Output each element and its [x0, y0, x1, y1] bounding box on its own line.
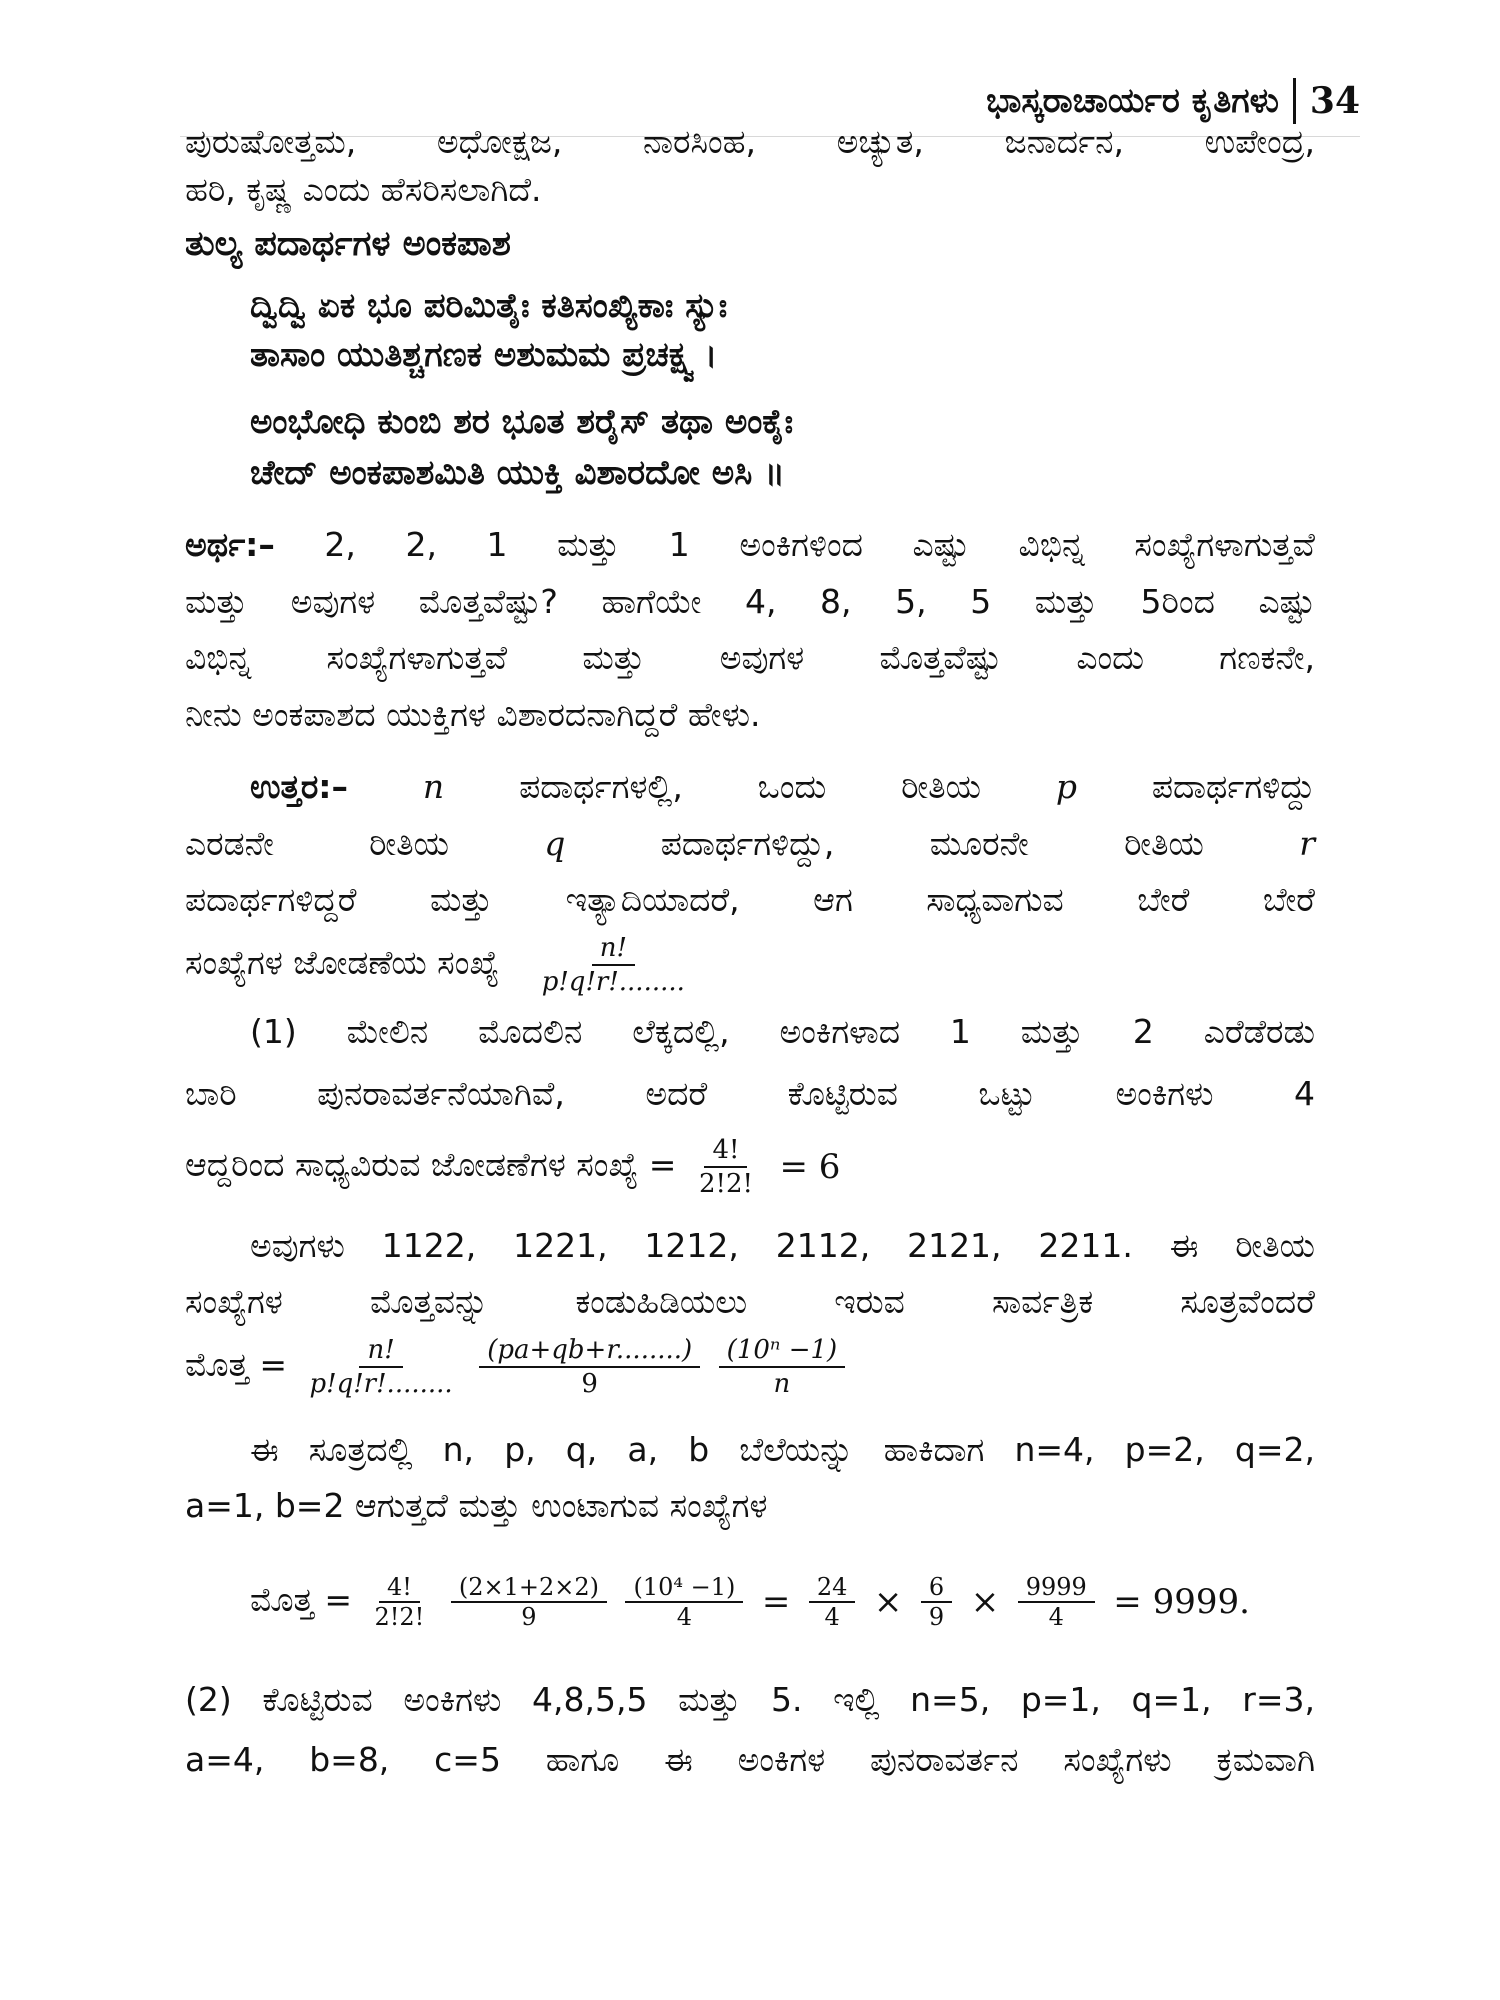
fraction-numerator: 4! [704, 1134, 747, 1168]
text-line [185, 822, 1315, 866]
text-line: ಪುರುಷೋತ್ತಮ, ಅಧೋಕ್ಷಜ, ನಾರಸಿಂಹ, ಅಚ್ಯುತ, ಜನಾರ್ದನ, ಉಪೇಂದ್ರ, [185, 122, 1315, 161]
fraction-result: = 6 [779, 1146, 841, 1187]
uttara-label: ಉತ್ತರ:– [250, 767, 349, 806]
text-line: a=1, b=2 ಆಗುತ್ತದೆ ಮತ್ತು ಉಂಟಾಗುವ ಸಂಖ್ಯೆಗಳ [185, 1486, 768, 1525]
fraction-numerator: (10⁴ −1) [625, 1573, 743, 1603]
header-divider [1293, 78, 1296, 124]
text-fragment: ಸಂಖ್ಯೆಗಳ ಜೋಡಣೆಯ ಸಂಖ್ಯೆ [185, 943, 500, 982]
fraction-numerator: 24 [809, 1573, 856, 1603]
text-line: ಪದಾರ್ಥಗಳಿದ್ದರೆ ಮತ್ತು ಇತ್ಯಾದಿಯಾದರೆ, ಆಗ ಸಾಧ್ಯವಾಗುವ ಬೇರೆ ಬೇರೆ [185, 880, 1315, 919]
page-number: 34 [1309, 80, 1360, 122]
fraction-denominator: 4 [1048, 1602, 1064, 1631]
var-q: q [544, 824, 566, 863]
fraction-numerator: (pa+qb+r........) [479, 1334, 700, 1368]
formula-fraction [719, 1334, 846, 1400]
times-sign: × [873, 1581, 903, 1622]
text-line: a=4, b=8, c=5 ಹಾಗೂ ಈ ಅಂಕಿಗಳ ಪುನರಾವರ್ತನ ಸಂಖ್ಯೆಗಳು ಕ್ರಮವಾಗಿ [185, 1740, 1315, 1779]
text-line: (1) ಮೇಲಿನ ಮೊದಲಿನ ಲೆಕ್ಕದಲ್ಲಿ, ಅಂಕಿಗಳಾದ 1 ಮತ್ತು 2 ಎರೆಡೆರಡು [250, 1012, 1315, 1051]
computation-fraction [451, 1573, 607, 1631]
section-heading: ತುಲ್ಯ ಪದಾರ್ಥಗಳ ಅಂಕಪಾಶ [185, 224, 511, 264]
fraction-denominator: 2!2! [374, 1602, 425, 1631]
text-line: ವಿಭಿನ್ನ ಸಂಖ್ಯೆಗಳಾಗುತ್ತವೆ ಮತ್ತು ಅವುಗಳ ಮೊತ್ತವೆಷ್ಟು ಎಂದು ಗಣಕನೇ, [185, 638, 1315, 677]
computation-fraction [367, 1573, 433, 1631]
computation-fraction [921, 1573, 952, 1631]
fraction-numerator: (2×1+2×2) [451, 1573, 607, 1603]
sum-computation [250, 1550, 1254, 1652]
fraction-numerator: 6 [921, 1573, 952, 1603]
formula-fraction [302, 1334, 461, 1400]
artha-label: ಅರ್ಥ:– [185, 525, 275, 564]
text-line: (2) ಕೊಟ್ಟಿರುವ ಅಂಕಿಗಳು 4,8,5,5 ಮತ್ತು 5. ಇಲ್ಲಿ n=5, p=1, q=1, r=3, [185, 1680, 1315, 1719]
fraction-denominator: 4 [676, 1602, 693, 1631]
computation-fraction [809, 1573, 856, 1631]
fraction-denominator: 9 [928, 1602, 945, 1631]
text-line [250, 765, 1315, 809]
fraction-denominator: n [773, 1368, 791, 1399]
computation-fraction [1018, 1573, 1095, 1631]
fraction-numerator: (10ⁿ −1) [719, 1334, 846, 1368]
var-p: p [1055, 767, 1077, 806]
text-fragment: ಪದಾರ್ಥಗಳಲ್ಲಿ, ಒಂದು ರೀತಿಯ [519, 767, 981, 806]
verse-line: ದ್ವಿದ್ವಿ ಏಕ ಭೂ ಪರಿಮಿತೈಃ ಕತಿಸಂಖ್ಯಿಕಾಃ ಸ್ಯುಃ [250, 286, 728, 326]
sum-result: = 9999. [1113, 1581, 1250, 1622]
formula-fraction [479, 1334, 700, 1400]
header-title: ಭಾಸ್ಕರಾಚಾರ್ಯರ ಕೃತಿಗಳು [986, 81, 1279, 121]
text-line [185, 925, 697, 1001]
artha-text: 2, 2, 1 ಮತ್ತು 1 ಅಂಕಿಗಳಿಂದ ಎಷ್ಟು ವಿಭಿನ್ನ ಸಂಖ್ಯೆಗಳಾಗುತ್ತವೆ [324, 525, 1315, 564]
equals-sign: = [761, 1581, 791, 1622]
general-formula [185, 1320, 849, 1410]
fraction-numerator: n! [359, 1334, 402, 1368]
fraction-numerator: n! [592, 932, 635, 966]
fraction-numerator: 9999 [1018, 1573, 1095, 1603]
text-line: ಮತ್ತು ಅವುಗಳ ಮೊತ್ತವೆಷ್ಟು? ಹಾಗೆಯೇ 4, 8, 5, 5 ಮತ್ತು 5ರಿಂದ ಎಷ್ಟು [185, 582, 1315, 621]
verse-line: ಚೇದ್ ಅಂಕಪಾಶಮಿತಿ ಯುಕ್ತಿ ವಿಶಾರದೋ ಅಸಿ ॥ [250, 453, 785, 493]
text-line [185, 523, 1315, 567]
text-fragment: ಪದಾರ್ಥಗಳಿದ್ದು, ಮೂರನೇ ರೀತಿಯ [660, 824, 1204, 863]
fraction-denominator: p!q!r!........ [541, 966, 685, 997]
text-line: ಸಂಖ್ಯೆಗಳ ಮೊತ್ತವನ್ನು ಕಂಡುಹಿಡಿಯಲು ಇರುವ ಸಾರ್ವತ್ರಿಕ ಸೂತ್ರವೆಂದರೆ [185, 1282, 1315, 1321]
text-line: ಈ ಸೂತ್ರದಲ್ಲಿ n, p, q, a, b ಬೆಲೆಯನ್ನು ಹಾಕಿದಾಗ n=4, p=2, q=2, [250, 1430, 1315, 1469]
fraction-numerator: 4! [379, 1573, 420, 1603]
text-line: ಅವುಗಳು 1122, 1221, 1212, 2112, 2121, 2211. ಈ ರೀತಿಯ [250, 1226, 1315, 1265]
text-fragment: ಎರಡನೇ ರೀತಿಯ [185, 824, 449, 863]
text-line: ಬಾರಿ ಪುನರಾವರ್ತನೆಯಾಗಿವೆ, ಅದರೆ ಕೊಟ್ಟಿರುವ ಒಟ್ಟು ಅಂಕಿಗಳು 4 [185, 1074, 1315, 1113]
computation-fraction [625, 1573, 743, 1631]
fraction-denominator: p!q!r!........ [309, 1368, 453, 1399]
verse-line: ತಾಸಾಂ ಯುತಿಶ್ಚಗಣಕ ಅಶುಮಮ ಪ್ರಚಕ್ಷ್ವ । [250, 335, 718, 375]
var-r: r [1299, 824, 1315, 863]
fraction-denominator: 9 [521, 1602, 537, 1631]
text-fragment: ಪದಾರ್ಥಗಳಿದ್ದು [1151, 767, 1316, 806]
running-header [986, 78, 1360, 124]
permutation-formula [534, 932, 693, 998]
text-line [185, 1120, 844, 1212]
text-line: ನೀನು ಅಂಕಪಾಶದ ಯುಕ್ತಿಗಳ ವಿಶಾರದನಾಗಿದ್ದರೆ ಹೇಳು. [185, 695, 761, 734]
verse-line: ಅಂಭೋಧಿ ಕುಂಬಿ ಶರ ಭೂತ ಶರೈಸ್ ತಥಾ ಅಂಕೈಃ [250, 402, 794, 442]
count-fraction [691, 1134, 761, 1200]
text-fragment: ಆದ್ದರಿಂದ ಸಾಧ್ಯವಿರುವ ಜೋಡಣೆಗಳ ಸಂಖ್ಯೆ = [185, 1145, 677, 1184]
var-n: n [422, 767, 445, 806]
fraction-denominator: 4 [824, 1602, 840, 1631]
text-line: ಹರಿ, ಕೃಷ್ಣ ಎಂದು ಹೆಸರಿಸಲಾಗಿದೆ. [185, 170, 542, 209]
times-sign: × [970, 1581, 1000, 1622]
text-fragment: ಮೊತ್ತ = [185, 1345, 287, 1384]
text-fragment: ಮೊತ್ತ = [250, 1580, 352, 1619]
fraction-denominator: 2!2! [698, 1168, 753, 1199]
fraction-denominator: 9 [581, 1368, 598, 1399]
